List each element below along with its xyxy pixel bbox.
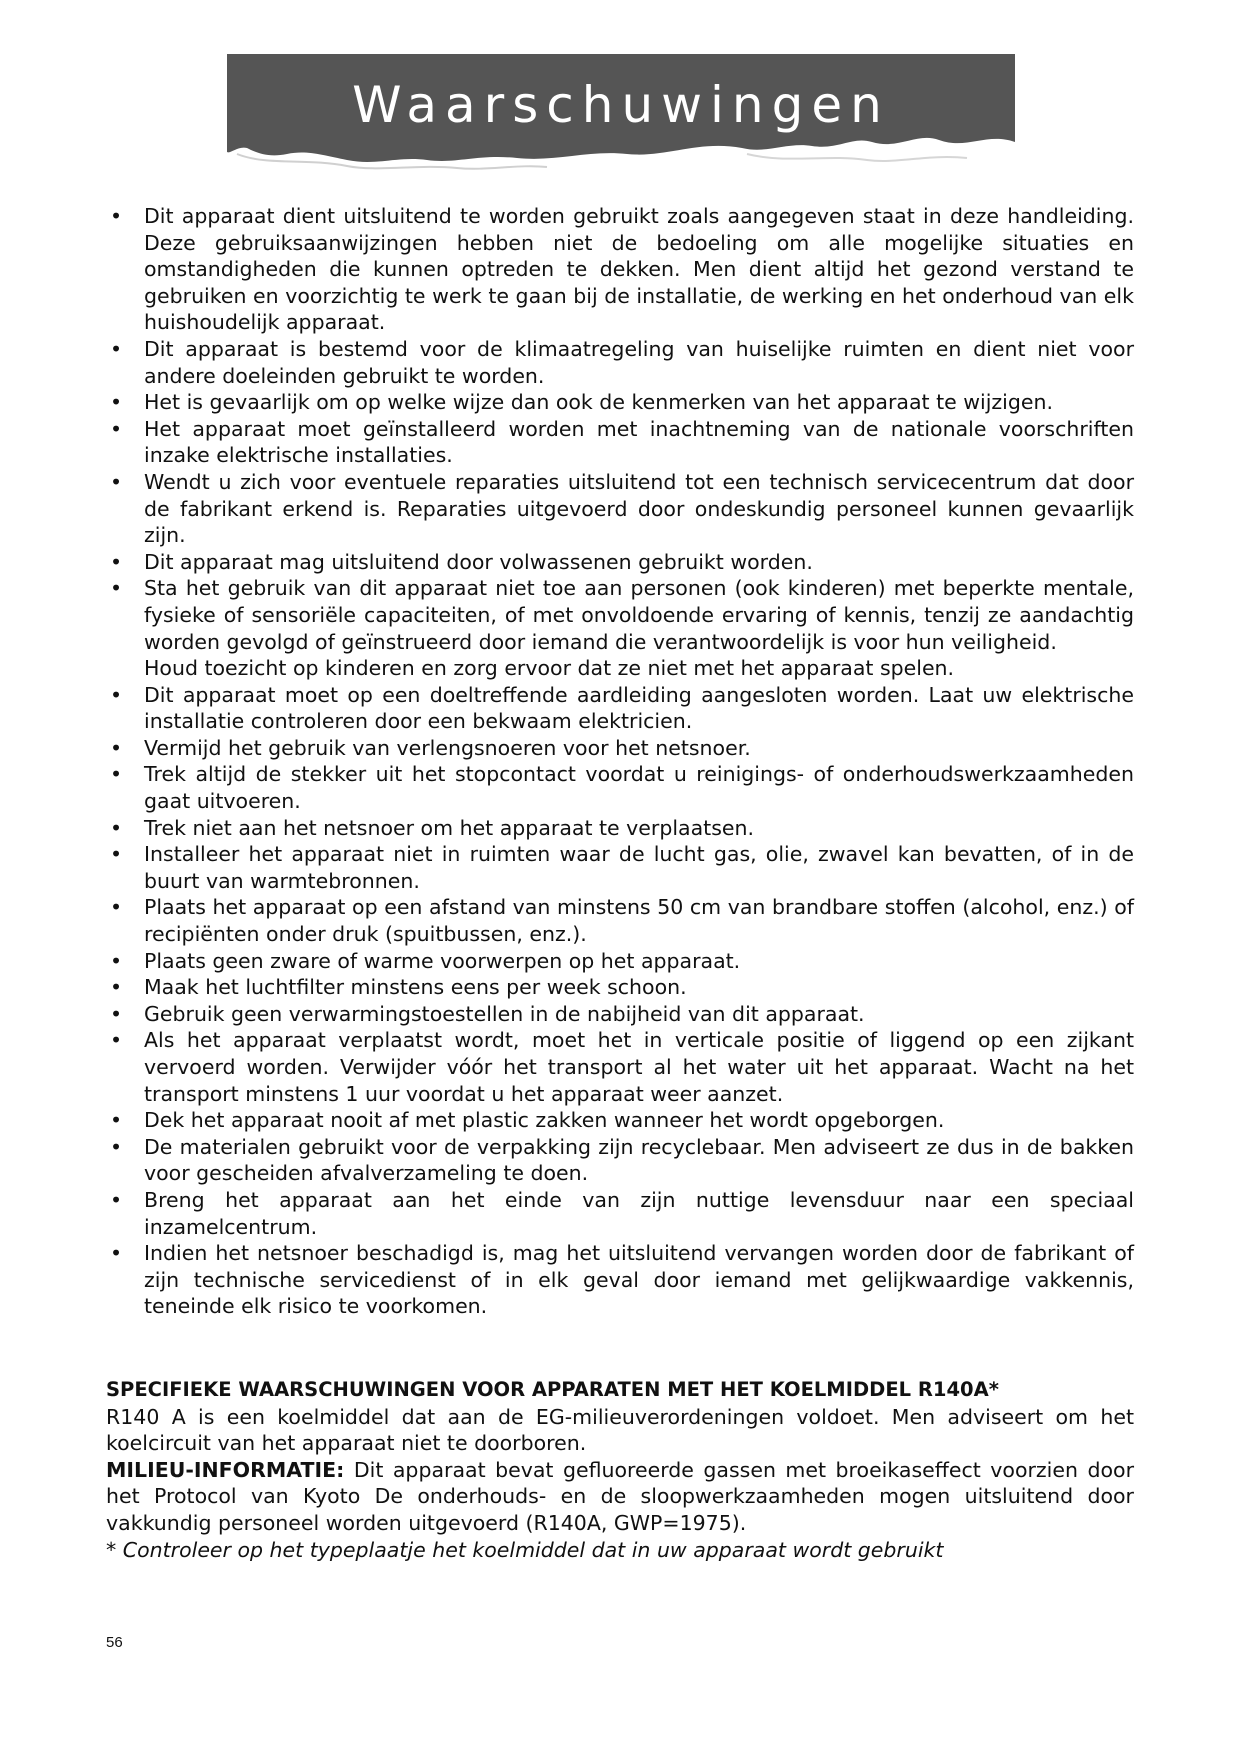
refrigerant-text: R140 A is een koelmiddel dat aan de EG-milieuverordeningen voldoet. Men adviseert om het koelcircuit van het apparaat niet te doorboren. bbox=[106, 1404, 1134, 1456]
list-item: • Als het apparaat verplaatst wordt, moet het in verticale positie of liggend op een zijkant vervoerd worden. Verwijder vóór het transport al het water uit het apparaat. Wacht na het transport minstens 1 uur voordat u het apparaat weer aanzet. bbox=[110, 1028, 1134, 1106]
refrigerant-section bbox=[106, 1377, 1134, 1563]
list-item: • Dit apparaat moet op een doeltreffende aardleiding aangesloten worden. Laat uw elektrische installatie controleren door een bekwaam elektricien. bbox=[110, 682, 1134, 734]
bullet-icon: • bbox=[110, 1134, 123, 1159]
bullet-icon: • bbox=[110, 1001, 123, 1026]
bullet-icon: • bbox=[110, 815, 123, 840]
bullet-icon: • bbox=[110, 1241, 123, 1266]
bullet-icon: • bbox=[110, 842, 123, 867]
list-item: • Maak het luchtfilter minstens eens per week schoon. bbox=[110, 975, 687, 1000]
bullet-icon: • bbox=[110, 975, 123, 1000]
bullet-icon: • bbox=[110, 576, 123, 601]
list-item: • Wendt u zich voor eventuele reparaties uitsluitend tot een technisch servicecentrum dat door de fabrikant erkend is. Reparaties uitgevoerd door ondeskundig personeel kunnen gevaarlijk zijn. bbox=[110, 469, 1134, 548]
list-item: • Indien het netsnoer beschadigd is, mag het uitsluitend vervangen worden door de fabrikant of zijn technische servicedienst of in elk geval door iemand met gelijkwaardige vakkennis, teneinde elk risico te voorkomen. bbox=[110, 1241, 1134, 1319]
title-banner bbox=[227, 54, 1015, 174]
page-title: Waarschuwingen bbox=[352, 76, 890, 134]
bullet-icon: • bbox=[110, 336, 123, 361]
bullet-icon: • bbox=[110, 895, 123, 920]
environment-text: Dit apparaat bevat gefluoreerde gassen met broeikaseffect voorzien door het Protocol van Kyoto De onderhouds- en de sloopwerkzaamheden mogen uitsluitend door vakkundig personeel worden uitgevoerd (R140A, GWP=1975). bbox=[106, 1457, 1134, 1535]
list-item: • Sta het gebruik van dit apparaat niet toe aan personen (ook kinderen) met beperkte mentale, fysieke of sensoriële capaciteiten, of met onvoldoende ervaring of kennis, tenzij ze aandachtig worden gevolgd of geïnstrueerd door iemand die verantwoordelijk is voor hun veiligheid. bbox=[110, 576, 1134, 654]
list-item: • De materialen gebruikt voor de verpakking zijn recyclebaar. Men adviseert ze dus in de bakken voor gescheiden afvalverzameling te doen. bbox=[110, 1134, 1134, 1186]
bullet-icon: • bbox=[110, 1187, 123, 1212]
list-item: • Dit apparaat dient uitsluitend te worden gebruikt zoals aangegeven staat in deze handleiding. Deze gebruiksaanwijzingen hebben niet de bedoeling om alle mogelijke situaties en omstandigheden die kunnen optreden te dekken. Men dient altijd het gezond verstand te gebruiken en voorzichtig te werk te gaan bij de installatie, de werking en het onderhoud van elk huishoudelijk apparaat. bbox=[110, 204, 1134, 335]
warnings-list bbox=[104, 203, 1134, 1320]
section-heading: SPECIFIEKE WAARSCHUWINGEN VOOR APPARATEN MET HET KOELMIDDEL R140A* bbox=[106, 1378, 999, 1401]
environment-label: MILIEU-INFORMATIE: bbox=[106, 1457, 345, 1482]
list-item: • Dek het apparaat nooit af met plastic zakken wanneer het wordt opgeborgen. bbox=[110, 1108, 945, 1133]
bullet-icon: • bbox=[110, 469, 123, 494]
list-item: • Installeer het apparaat niet in ruimten waar de lucht gas, olie, zwavel kan bevatten, of in de buurt van warmtebronnen. bbox=[110, 842, 1134, 893]
list-item: • Trek niet aan het netsnoer om het apparaat te verplaatsen. bbox=[110, 815, 755, 840]
footnote: * Controleer op het typeplaatje het koelmiddel dat in uw apparaat wordt gebruikt bbox=[106, 1537, 944, 1562]
list-item: • Vermijd het gebruik van verlengsnoeren voor het netsnoer. bbox=[110, 735, 751, 760]
list-item: • Trek altijd de stekker uit het stopcontact voordat u reinigings- of onderhoudswerkzaamheden gaat uitvoeren. bbox=[110, 762, 1134, 814]
bullet-icon: • bbox=[110, 416, 123, 441]
supervision-note: Houd toezicht op kinderen en zorg ervoor dat ze niet met het apparaat spelen. bbox=[144, 656, 955, 681]
bullet-icon: • bbox=[110, 735, 123, 760]
bullet-icon: • bbox=[110, 948, 123, 973]
bullet-icon: • bbox=[110, 682, 123, 707]
bullet-icon: • bbox=[110, 390, 123, 415]
bullet-icon: • bbox=[110, 1028, 123, 1053]
bullet-icon: • bbox=[110, 204, 123, 228]
list-item: • Dit apparaat mag uitsluitend door volwassenen gebruikt worden. bbox=[110, 549, 813, 574]
list-item: • Dit apparaat is bestemd voor de klimaatregeling van huiselijke ruimten en dient niet voor andere doeleinden gebruikt te worden. bbox=[110, 336, 1134, 388]
bullet-icon: • bbox=[110, 549, 123, 574]
list-item: • Plaats het apparaat op een afstand van minstens 50 cm van brandbare stoffen (alcohol, enz.) of recipiënten onder druk (spuitbussen, enz.). bbox=[110, 895, 1134, 947]
list-item: • Plaats geen zware of warme voorwerpen op het apparaat. bbox=[110, 948, 741, 973]
list-item: • Gebruik geen verwarmingstoestellen in de nabijheid van dit apparaat. bbox=[110, 1001, 865, 1026]
list-item: • Het apparaat moet geïnstalleerd worden met inachtneming van de nationale voorschriften inzake elektrische installaties. bbox=[110, 416, 1134, 468]
environment-info bbox=[106, 1457, 1134, 1537]
list-item: • Het is gevaarlijk om op welke wijze dan ook de kenmerken van het apparaat te wijzigen. bbox=[110, 390, 1053, 415]
bullet-icon: • bbox=[110, 1108, 123, 1133]
list-item: • Breng het apparaat aan het einde van zijn nuttige levensduur naar een speciaal inzamelcentrum. bbox=[110, 1187, 1134, 1239]
page-number: 56 bbox=[106, 1634, 123, 1651]
bullet-icon: • bbox=[110, 762, 123, 787]
